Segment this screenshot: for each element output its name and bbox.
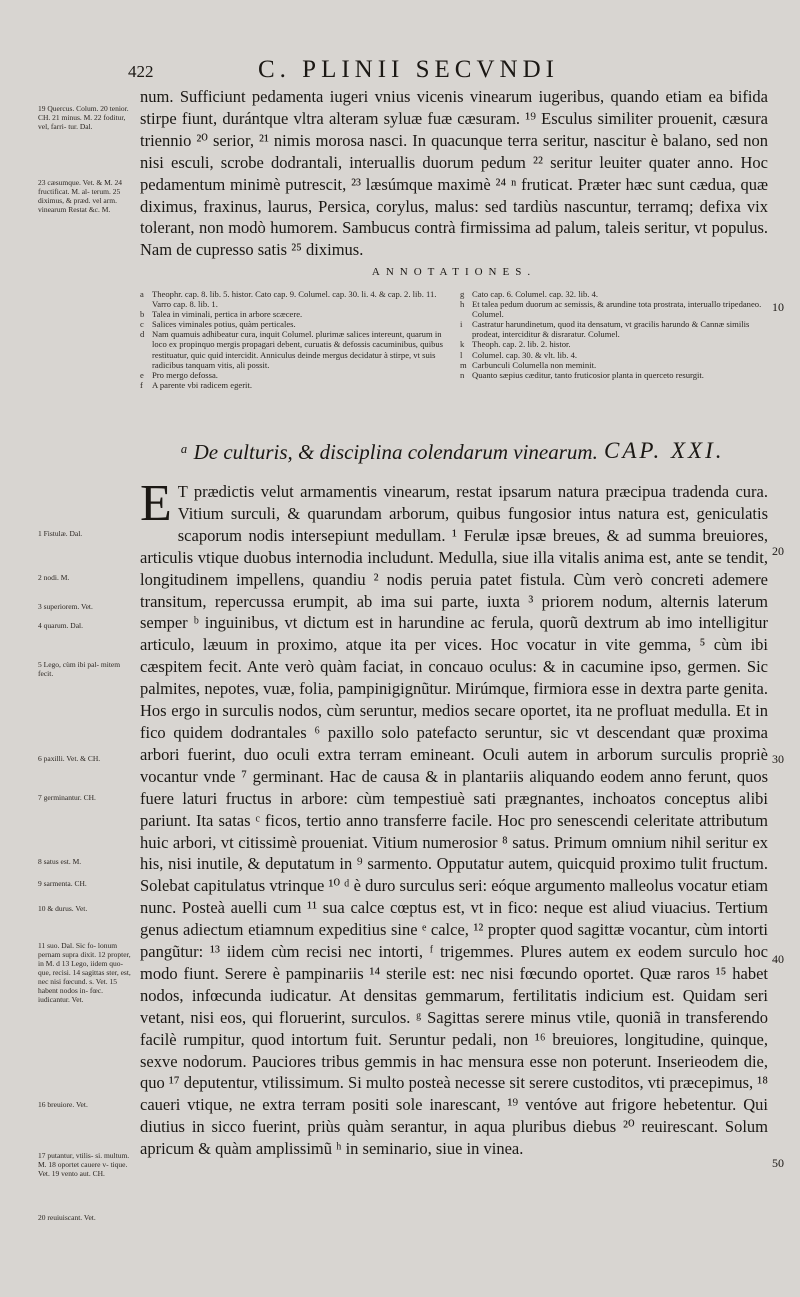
line-number: 40	[772, 952, 784, 966]
annotation-row: l Columel. cap. 30. & vlt. lib. 4.	[460, 349, 578, 360]
margin-note: 20 reuiuiscant. Vet.	[38, 1213, 96, 1222]
line-number: 20	[772, 544, 784, 558]
annotation-row: e Pro mergo defossa.	[140, 369, 218, 380]
margin-note: 3 superiorem. Vet.	[38, 602, 93, 611]
margin-note: 7 germinantur. CH.	[38, 793, 96, 802]
margin-note: 9 sarmenta. CH.	[38, 879, 87, 888]
annotations-left-column	[140, 289, 450, 390]
annotation-row: g Cato cap. 6. Columel. cap. 32. lib. 4.	[460, 289, 599, 299]
line-number: 30	[772, 752, 784, 766]
annotation-row: a Theophr. cap. 8. lib. 5. histor. Cato cap. 9. Columel. cap. 30. li. 4. & cap. 2. lib. 11. Varro cap. 8. lib. 1.	[140, 289, 437, 310]
annotation-row: i Castratur harundinetum, quod ita densatum, vt gracilis harundo & Cannæ similis prodeat, interciditur & disraratur. Columel.	[460, 319, 750, 340]
line-number: 10	[772, 300, 784, 314]
margin-note: 19 Quercus. Colum. 20 tenior. CH. 21 minus. M. 22 foditur, vel, farri- tur. Dal.	[38, 104, 129, 131]
margin-note: 4 quarum. Dal.	[38, 621, 83, 630]
margin-note: 17 putantur, vtilis- si. multum. M. 18 oportet cauere v- tique. Vet. 19 vento aut. CH.	[38, 1151, 130, 1178]
chapter-number: CAP. XXI.	[604, 438, 725, 463]
margin-note: 10 & durus. Vet.	[38, 904, 88, 913]
margin-note: 11 suo. Dal. Sic fo- lonum pernam supra dixit. 12 propter, in M. d 13 Lego, iidem quo- que, recisi. 14 sagittas ster, est, nec nisi fœcund. s. Vet. 15 habent nodos in- fœc. iudicantur. Vet.	[38, 941, 131, 1004]
annotations-right-column	[460, 289, 766, 380]
annotation-row: d Nam quamuis adhibeatur cura, inquit Columel. plurimæ salices intereunt, quarum in loco ex propinquo mergis propagari debent, curuatis & defossis cacuminibus, quibus restituatur, quic quid intercidit. Anniculus deinde mergus decidatur à stirpe, vt suis radicibus tanquam vitis, ali possit.	[140, 329, 444, 370]
running-head: C. PLINII SECVNDI	[258, 56, 559, 83]
margin-note: 1 Fistulæ. Dal.	[38, 529, 83, 538]
margin-note: 6 paxilli. Vet. & CH.	[38, 754, 101, 763]
margin-note: 2 nodi. M.	[38, 573, 70, 582]
annotations-title: ANNOTATIONES.	[371, 266, 537, 278]
top-paragraph: num. Sufficiunt pedamenta iugeri vnius vicenis vinearum iugeribus, quando etiam ea bifida stirpe fiunt, durántque vltra alteram syluæ fuæ cæsuram. ¹⁹ Esculus similiter prouenit, cæsura triennio ²⁰ serior, ²¹ nimis morosa nasci. In quacunque terra seritur, nascitur è balano, sed non nisi esculi, scrobe dodrantali, interuallis duorum pedum ²² seritur leuiter quater anno. Hoc pedamentum minimè putrescit, ²³ læsúmque maximè ²⁴ ⁿ fruticat. Præter hæc sunt cædua, quæ diximus, fraxinus, laurus, Persica, corylus, malus: sed tardiùs nascuntur, terramq; defixa vix tolerant, non modò humorem. Sambucus contrà firmissima ad palum, taleis seritur, vt populus. Nam de cupresso satis ²⁵ diximus.	[140, 87, 768, 260]
drop-cap: E	[140, 475, 172, 532]
line-number: 50	[772, 1156, 784, 1170]
page-number: 422	[128, 62, 154, 81]
margin-note: 16 breuiore. Vet.	[38, 1100, 88, 1109]
margin-note: 5 Lego, cùm ibi pal- mitem fecit.	[38, 660, 121, 678]
chapter-heading	[180, 440, 770, 465]
margin-note: 23 cæsumque. Vet. & M. 24 fructificat. M. al- terum. 25 diximus, & præd. vel arm. vinearum Restat &c. M.	[38, 178, 123, 214]
annotation-row: h Et talea pedum duorum ac semissis, & arundine tota prostrata, interuallo tripedaneo. Columel.	[460, 299, 762, 320]
annotation-row: c Salices viminales potius, quàm perticales.	[140, 319, 296, 330]
annotation-row: k Theoph. cap. 2. lib. 2. histor.	[460, 339, 571, 350]
chapter-title: ᵃ De culturis, & disciplina colendarum vinearum.	[180, 440, 598, 464]
annotation-row: f A parente vbi radicem egerit.	[140, 379, 252, 390]
annotation-row: m Carbunculi Columella non meminit.	[460, 359, 597, 370]
annotation-row: n Quanto sæpius cæditur, tanto fruticosior planta in querceto resurgit.	[460, 369, 704, 380]
annotation-row: b Talea in viminali, pertica in arbore scæcere.	[140, 309, 303, 320]
page-header	[0, 58, 800, 88]
chapter-body	[140, 475, 768, 1160]
margin-note: 8 satus est. M.	[38, 857, 82, 866]
chapter-paragraph: T prædictis velut armamentis vinearum, restat ipsarum natura præcipua tradenda cura. Vitium surculi, & quarundam arborum, quibus fungosior intus natura est, geniculatis scaporum nodis intersepiunt medullam. ¹ Ferulæ ipsæ breues, & ad summa breuiores, articulis vtique duobus internodia includunt. Medulla, siue illa vitalis anima est, ante se tendit, longitudinem impellens, quandiu ² nodis peruia patet fistula. Cùm verò concreti ademere transitum, repercussa erumpit, ab ima sui parte, iuxta ³ priorem nodum, alternis laterum semper ᵇ inguinibus, vt dictum est in harundine ac ferula, quorũ dextrum ab imo intelligitur articulo, læuum in proximo, atque ita per vices. Hoc vocatur in vite gemma, ⁵ cùm ibi cæspitem fecit. Ante verò quàm faciat, in concauo oculus: & in cacumine ipso, germen. Sic palmites, nepotes, vuæ, folia, pampinigignũtur. Mirúmque, firmiora esse in dextra parte genita. Hos ergo in surculis nodos, cùm seruntur, medios secare oportet, ita ne profluat medulla. Et in fico quidem dodrantales ⁶ paxillo solo patefacto seruntur, sic vt descendant quæ proxima arbori fuerint, duo oculi extra terram emineant. Oculi autem in arborum surculis propriè vocantur vnde ⁷ germinant. Hac de causa & in plantariis aliquando eodem anno ferunt, quos fuere laturi fructus in arbore: cùm tempestiuè sati prægnantes, inchoatos conceptus alibi pariunt. Ita satas ᶜ ficos, tertio anno transferre facile. Hoc pro senescendi celeritate attributum huic arbori, vt citissimè proueniat. Vitium numerosior ⁸ satus. Primum omnium nihil seritur ex his, nisi inutile, & deputatum in ⁹ sarmento. Opputatur autem, quicquid proximo tulit fructum. Solebat capitulatus vtrinque ¹⁰ ᵈ è duro surculus seri: eóque argumento malleolus vocatur etiam nunc. Posteà auelli cum ¹¹ sua calce cœptus est, vt in fico: neque est aliud viuacius. Tertium genus adiectum etiamnum expeditius sine ᵉ calce, ¹² propter quod sagittæ vocantur, cùm intorti pangũtur: ¹³ iidem cùm recisi nec intorti, ᶠ trigemmes. Plures autem ex eodem surculo hoc modo fiunt. Serere è pampinariis ¹⁴ sterile est: nec nisi fœcundo oportet. Quæ raros ¹⁵ habet nodos, infœcunda iudicatur. At densitas gemmarum, fertilitatis indicium est. Quidam seri vetant, nisi eos, qui floruerint, surculos. ᵍ Sagittas serere minus vtile, quoniã in transferendo facilè rumpitur, quod intortum fuit. Seruntur pedali, non ¹⁶ breuiores, longitudine, quinque, sexve nodorum. Pauciores tribus gemmis in hac mensura esse non poterunt. Inserieodem die, quo ¹⁷ deputentur, vtilissimum. Si multo posteà necesse sit serere custoditos, vti præcepimus, ¹⁸ caueri vtique, ne extra terram positi sole inarescant, ¹⁹ ventóve aut frigore hebetentur. Qui diutius in sicco fuerint, priùs quàm serantur, in aqua pluribus diebus ²⁰ reuirescant. Solum apricum & quàm amplissimũ ʰ in seminario, siue in vinea.	[140, 482, 768, 1159]
